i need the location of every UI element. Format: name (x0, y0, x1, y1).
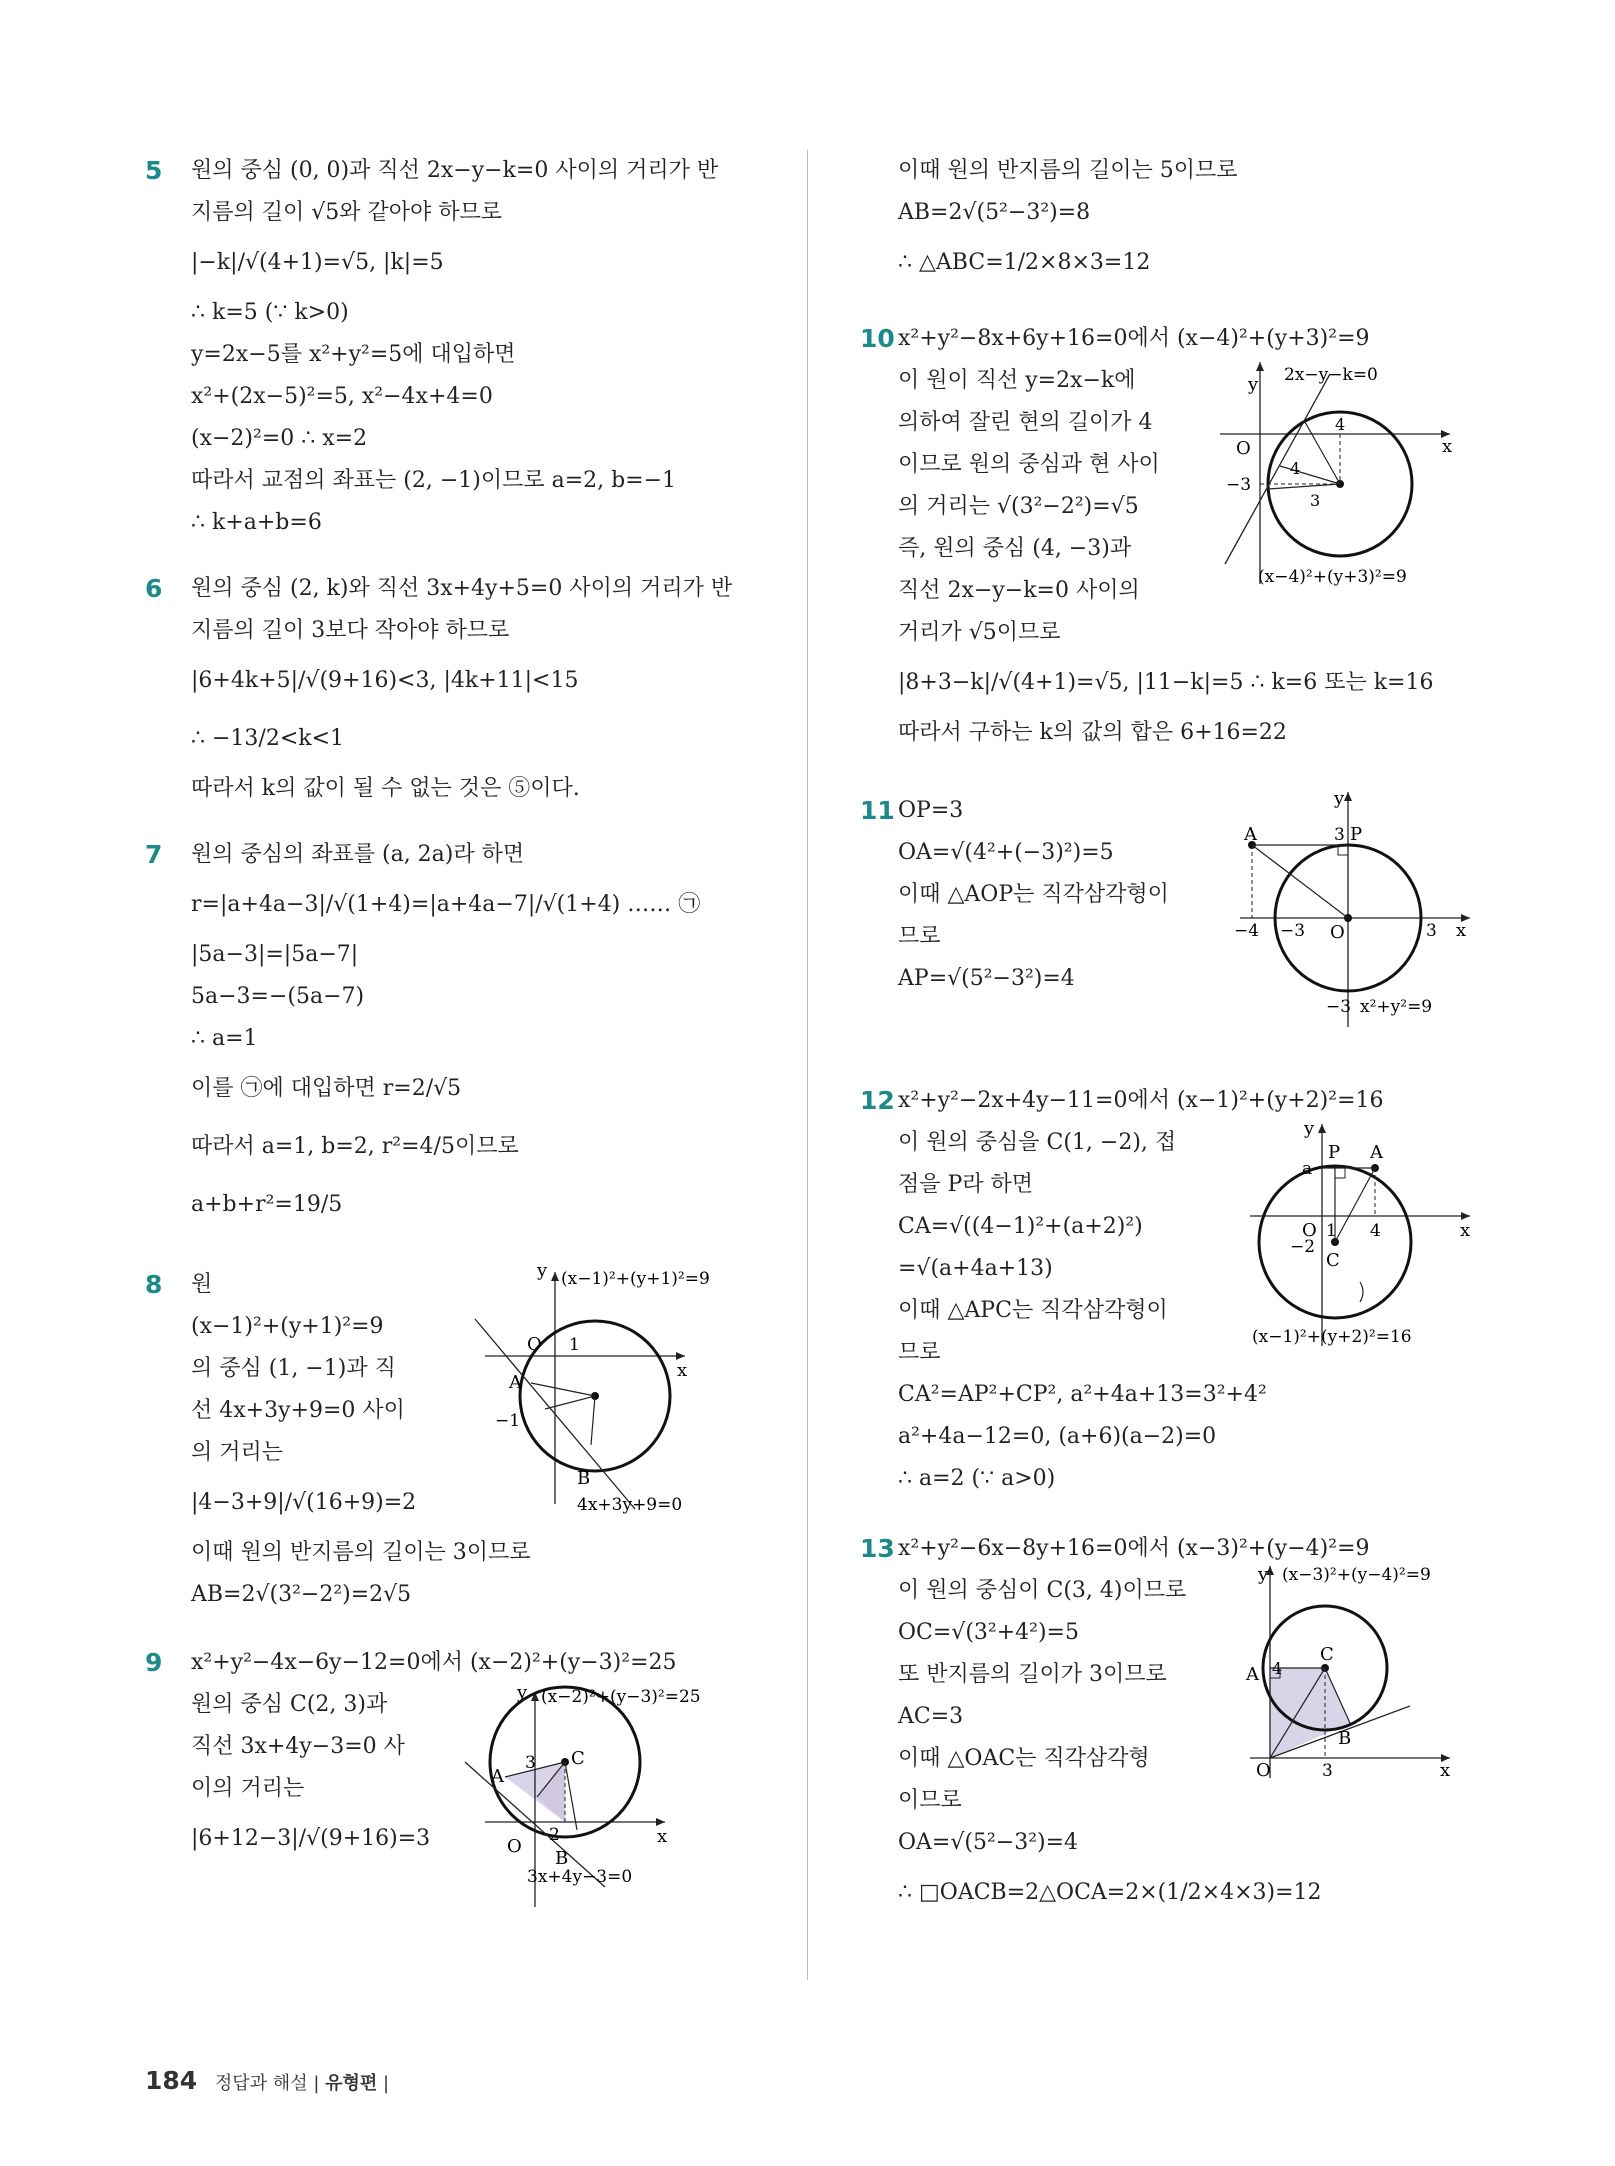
solution-line: |4−3+9|/√(16+9)=2 (191, 1490, 417, 1515)
solution-line: AP=√(5²−3²)=4 (898, 966, 1075, 991)
problem-11 (860, 788, 1500, 1017)
figure-problem-12 (1240, 1116, 1500, 1370)
solution-line: ∴ a=1 (191, 1026, 258, 1051)
fig11-label: P (1350, 824, 1363, 845)
solution-line: 의하여 잘린 현의 길이가 4 (898, 410, 1153, 435)
fig12-label: P (1328, 1142, 1341, 1163)
solution-line: 지름의 길이 3보다 작아야 하므로 (191, 618, 510, 643)
fig9-label: B (555, 1848, 569, 1869)
fig8-label: y (537, 1260, 548, 1281)
fig11-label: y (1334, 788, 1345, 809)
fig8-label: A (509, 1372, 522, 1393)
solution-line: 이 원의 중심이 C(3, 4)이므로 (898, 1578, 1187, 1603)
solution-line: 또 반지름의 길이가 3이므로 (898, 1662, 1167, 1687)
figure-problem-10 (1210, 354, 1500, 628)
fig11-label: O (1330, 922, 1345, 943)
solution-line: 이므로 (898, 1788, 962, 1813)
problem-6 (145, 568, 785, 810)
page-number: 184 (145, 2066, 198, 2095)
solution-line: a²+4a−12=0, (a+6)(a−2)=0 (898, 1424, 1217, 1449)
fig8-label: O (527, 1334, 542, 1355)
solution-line: x²+y²−8x+6y+16=0에서 (x−4)²+(y+3)²=9 (898, 326, 1370, 351)
solution-line: ∴ □OACB=2△OCA=2×(1/2×4×3)=12 (898, 1880, 1322, 1905)
solution-line: |6+4k+5|/√(9+16)<3, |4k+11|<15 (191, 668, 579, 693)
page-footer (145, 2066, 389, 2095)
fig9-label: 2 (549, 1825, 560, 1845)
problem-number: 11 (860, 796, 895, 825)
solution-line: x²+y²−6x−8y+16=0에서 (x−3)²+(y−4)²=9 (898, 1536, 1370, 1561)
fig12-label: x (1460, 1220, 1471, 1241)
fig8-label: −1 (495, 1411, 521, 1431)
solution-line: |5a−3|=|5a−7| (191, 942, 359, 967)
solution-line: 이때 △OAC는 직각삼각형 (898, 1746, 1150, 1771)
solution-line: AB=2√(5²−3²)=8 (898, 200, 1091, 225)
problem-10 (860, 318, 1500, 754)
problem-number: 13 (860, 1534, 895, 1563)
fig9-label: 3 (525, 1753, 536, 1773)
solution-line: x²+(2x−5)²=5, x²−4x+4=0 (191, 384, 493, 409)
problem-number: 12 (860, 1086, 895, 1115)
fig12-circle-equation: (x−1)²+(y+2)²=16 (1252, 1327, 1412, 1347)
solution-line: r=|a+4a−3|/√(1+4)=|a+4a−7|/√(1+4) …… ㉠ (191, 892, 701, 917)
solution-line: OC=√(3²+4²)=5 (898, 1620, 1079, 1645)
solution-line: AB=2√(3²−2²)=2√5 (191, 1582, 412, 1607)
solution-line: 직선 3x+4y−3=0 사 (191, 1734, 405, 1759)
fig11-label: −3 (1280, 921, 1306, 941)
problem-number: 6 (145, 574, 163, 603)
fig8-label: B (577, 1468, 591, 1489)
fig11-label: −3 (1326, 997, 1352, 1017)
solution-line: 이 원이 직선 y=2x−k에 (898, 368, 1136, 393)
solution-line: OA=√(4²+(−3)²)=5 (898, 840, 1114, 865)
problem-12 (860, 1080, 1500, 1500)
solution-line: ∴ k+a+b=6 (191, 510, 322, 535)
fig12-label: C (1326, 1250, 1340, 1271)
solution-line: 따라서 a=1, b=2, r²=4/5이므로 (191, 1134, 519, 1159)
solution-line: 이므로 원의 중심과 현 사이 (898, 452, 1160, 477)
solution-line: ∴ △ABC=1/2×8×3=12 (898, 250, 1151, 275)
fig11-label: 3 (1426, 921, 1437, 941)
solution-line: |8+3−k|/√(4+1)=√5, |11−k|=5 ∴ k=6 또는 k=16 (898, 670, 1434, 695)
solution-line: 이를 ㉠에 대입하면 r=2/√5 (191, 1076, 462, 1101)
solution-line: ∴ −13/2<k<1 (191, 726, 345, 751)
solution-line: 므로 (898, 924, 941, 949)
fig8-circle-equation: (x−1)²+(y+1)²=9 (561, 1269, 710, 1289)
solution-line: 원의 중심 (2, k)와 직선 3x+4y+5=0 사이의 거리가 반 (191, 576, 733, 601)
solution-line: 따라서 교점의 좌표는 (2, −1)이므로 a=2, b=−1 (191, 468, 677, 493)
fig8-label: x (677, 1360, 688, 1381)
problem-number: 9 (145, 1648, 163, 1677)
problem-7 (145, 834, 785, 1234)
fig12-label: −2 (1290, 1237, 1316, 1257)
problem-13 (860, 1528, 1500, 1922)
fig13-label: A (1246, 1664, 1259, 1685)
fig13-label: 3 (1322, 1761, 1333, 1781)
fig12-label: y (1304, 1118, 1315, 1139)
solution-line: 거리가 √5이므로 (898, 620, 1061, 645)
solution-line: 지름의 길이 √5와 같아야 하므로 (191, 200, 503, 225)
fig9-circle-equation: (x−2)²+(y−3)²=25 (541, 1687, 701, 1707)
solution-line: 즉, 원의 중심 (4, −3)과 (898, 536, 1132, 561)
footer-separator: | (383, 2073, 390, 2094)
solution-line: (x−2)²=0 ∴ x=2 (191, 426, 368, 451)
fig12-label: 4 (1370, 1221, 1381, 1241)
solution-line: 의 중심 (1, −1)과 직 (191, 1356, 396, 1381)
solution-line: 직선 2x−y−k=0 사이의 (898, 578, 1140, 603)
solution-line: =√(a+4a+13) (898, 1256, 1053, 1281)
solution-line: 이때 △APC는 직각삼각형이 (898, 1298, 1168, 1323)
solution-line: 의 거리는 √(3²−2²)=√5 (898, 494, 1139, 519)
fig9-label: y (517, 1682, 528, 1703)
solution-line: CA=√((4−1)²+(a+2)²) (898, 1214, 1143, 1239)
problem-number: 5 (145, 156, 163, 185)
solution-line: 이때 △AOP는 직각삼각형이 (898, 882, 1169, 907)
solution-line: 선 4x+3y+9=0 사이 (191, 1398, 405, 1423)
solution-line: CA²=AP²+CP², a²+4a+13=3²+4² (898, 1382, 1267, 1407)
solution-line: ∴ k=5 (∵ k>0) (191, 300, 349, 325)
solution-line: ∴ a=2 (∵ a>0) (898, 1466, 1056, 1491)
fig9-label: C (571, 1748, 585, 1769)
figure-problem-8 (465, 1260, 775, 1518)
solution-line: x²+y²−2x+4y−11=0에서 (x−1)²+(y+2)²=16 (898, 1088, 1384, 1113)
solution-line: 따라서 k의 값이 될 수 없는 것은 ⑤이다. (191, 776, 580, 801)
fig9-label: O (507, 1836, 522, 1857)
solution-line: 이 원의 중심을 C(1, −2), 접 (898, 1130, 1177, 1155)
fig13-label: 4 (1272, 1659, 1283, 1678)
solution-line: y=2x−5를 x²+y²=5에 대입하면 (191, 342, 516, 367)
fig13-label: y (1258, 1564, 1269, 1585)
solution-line: 원의 중심 C(2, 3)과 (191, 1692, 388, 1717)
solution-line: a+b+r²=19/5 (191, 1192, 343, 1217)
solution-line: 5a−3=−(5a−7) (191, 984, 365, 1009)
solution-line: 점을 P라 하면 (898, 1172, 1034, 1197)
fig11-label: −4 (1234, 921, 1260, 941)
problem-5 (145, 150, 785, 544)
figure-problem-13 (1230, 1558, 1490, 1792)
solution-line: |6+12−3|/√(9+16)=3 (191, 1826, 431, 1851)
solution-line: 므로 (898, 1340, 941, 1365)
problem-number: 8 (145, 1270, 163, 1299)
fig11-label: x (1456, 920, 1467, 941)
footer-section: 유형편 (325, 2073, 378, 2094)
footer-title: 정답과 해설 (214, 2073, 308, 2094)
fig9-label: A (491, 1766, 504, 1787)
solution-line: OA=√(5²−3²)=4 (898, 1830, 1079, 1855)
solution-line: (x−1)²+(y+1)²=9 (191, 1314, 384, 1339)
figure-problem-9 (465, 1682, 775, 1916)
fig10-label: 3 (1310, 491, 1321, 510)
fig13-label: B (1338, 1728, 1352, 1749)
fig10-label: 4 (1290, 459, 1301, 478)
fig12-label: a (1302, 1159, 1313, 1179)
fig11-label: A (1244, 824, 1257, 845)
solution-line: x²+y²−4x−6y−12=0에서 (x−2)²+(y−3)²=25 (191, 1650, 677, 1675)
problem-9 (145, 1642, 785, 1887)
fig13-label: C (1320, 1644, 1334, 1665)
solution-line: 이의 거리는 (191, 1776, 305, 1801)
fig10-line-equation: 2x−y−k=0 (1284, 365, 1378, 385)
fig13-label: x (1440, 1760, 1451, 1781)
fig13-circle-equation: (x−3)²+(y−4)²=9 (1282, 1565, 1431, 1585)
column-divider (807, 150, 808, 1980)
fig11-circle-equation: x²+y²=9 (1360, 997, 1433, 1017)
fig12-label: 1 (1326, 1221, 1337, 1241)
problem-8 (145, 1260, 785, 1616)
solution-line: 이때 원의 반지름의 길이는 5이므로 (898, 158, 1238, 183)
fig10-label: y (1248, 374, 1259, 395)
solution-line: 원 (191, 1272, 213, 1297)
solution-line: 원의 중심 (0, 0)과 직선 2x−y−k=0 사이의 거리가 반 (191, 158, 719, 183)
fig10-label: O (1236, 438, 1251, 459)
fig8-line-equation: 4x+3y+9=0 (577, 1495, 683, 1515)
solution-line: 원의 중심의 좌표를 (a, 2a)라 하면 (191, 842, 525, 867)
left-column (145, 150, 785, 1887)
fig10-label: 4 (1335, 415, 1346, 434)
fig12-label: A (1370, 1142, 1383, 1163)
fig10-label: −3 (1226, 475, 1252, 495)
fig12-label: O (1302, 1220, 1317, 1241)
problem-number: 10 (860, 324, 895, 353)
problem-number: 7 (145, 840, 163, 869)
fig11-label: 3 (1334, 825, 1345, 845)
fig10-label: x (1442, 436, 1453, 457)
fig8-label: 1 (569, 1335, 580, 1355)
solution-line: |−k|/√(4+1)=√5, |k|=5 (191, 250, 444, 275)
solution-line: 따라서 구하는 k의 값의 합은 6+16=22 (898, 720, 1287, 745)
figure-problem-11 (1230, 782, 1490, 1036)
problem-9-continued (860, 150, 1500, 292)
footer-separator: | (313, 2073, 320, 2094)
solution-line: 이때 원의 반지름의 길이는 3이므로 (191, 1540, 531, 1565)
fig13-label: O (1256, 1760, 1271, 1781)
right-column (860, 150, 1500, 1922)
solution-line: OP=3 (898, 798, 964, 823)
fig10-circle-equation: (x−4)²+(y+3)²=9 (1258, 567, 1407, 587)
fig9-line-equation: 3x+4y−3=0 (527, 1867, 633, 1887)
fig9-label: x (657, 1826, 668, 1847)
solution-line: AC=3 (898, 1704, 964, 1729)
solution-line: 의 거리는 (191, 1440, 284, 1465)
